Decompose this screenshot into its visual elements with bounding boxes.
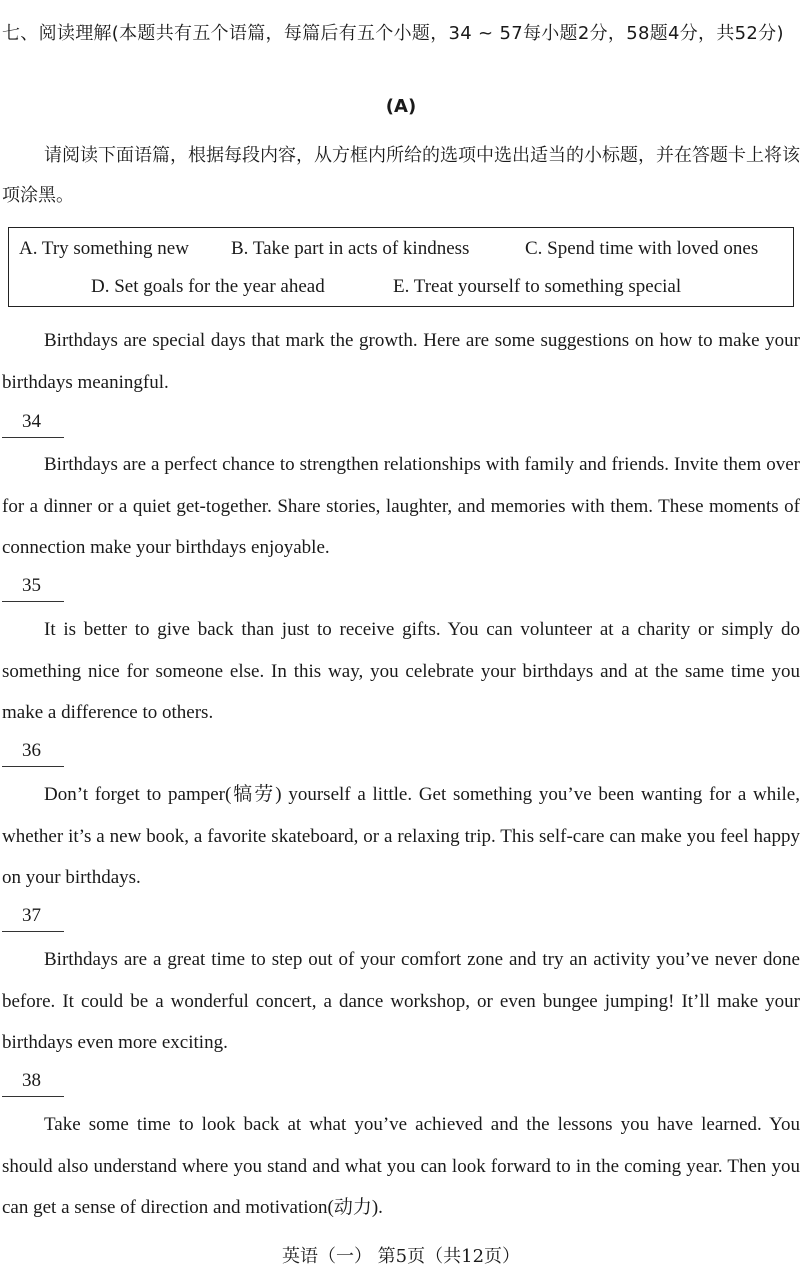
question-number: 37 <box>22 905 41 926</box>
option-e: E. Treat yourself to something special <box>393 276 682 297</box>
passage-label: (A) <box>385 96 417 117</box>
question-number: 36 <box>22 740 41 761</box>
answer-blank <box>2 411 64 438</box>
question-number: 34 <box>22 411 41 432</box>
options-box <box>8 227 794 307</box>
paragraph: Don’t forget to pamper(犒劳) yourself a little. Get something you’ve been wanting for a while, whether it’s a new book, a favorite skateboard, or a relaxing trip. This self-care can make you feel happy on your birthdays. <box>2 784 800 888</box>
answer-blank <box>2 905 64 932</box>
page-footer: 英语（一） 第5页（共12页） <box>281 1246 521 1267</box>
option-c: C. Spend time with loved ones <box>525 238 759 259</box>
option-b: B. Take part in acts of kindness <box>231 238 470 259</box>
paragraph: Birthdays are a perfect chance to strengthen relationships with family and friends. Invite them over for a dinner or a quiet get-together. Share stories, laughter, and memories with them. These moments of connection make your birthdays enjoyable. <box>2 454 800 558</box>
question-number: 35 <box>22 575 41 596</box>
paragraph: Take some time to look back at what you’ve achieved and the lessons you have learned. You should also understand where you stand and what you can look forward to in the coming year. Then you can get a sense of direction and motivation(动力). <box>2 1114 800 1218</box>
option-a: A. Try something new <box>19 238 189 259</box>
question-number: 38 <box>22 1070 41 1091</box>
paragraph: Birthdays are a great time to step out of your comfort zone and try an activity you’ve never done before. It could be a wonderful concert, a dance workshop, or even bungee jumping! It’ll make your birthdays even more exciting. <box>2 949 800 1053</box>
intro-paragraph: Birthdays are special days that mark the growth. Here are some suggestions on how to make your birthdays meaningful. <box>2 330 800 393</box>
paragraph: It is better to give back than just to receive gifts. You can volunteer at a charity or simply do something nice for someone else. In this way, you celebrate your birthdays and at the same time you make a difference to others. <box>2 619 800 723</box>
option-d: D. Set goals for the year ahead <box>91 276 325 297</box>
answer-blank <box>2 575 64 602</box>
answer-blank <box>2 740 64 767</box>
instructions: 请阅读下面语篇，根据每段内容，从方框内所给的选项中选出适当的小标题，并在答题卡上将该项涂黑。 <box>2 145 800 206</box>
answer-blank <box>2 1070 64 1097</box>
section-title: 七、阅读理解(本题共有五个语篇，每篇后有五个小题，34 ~ 57每小题2分，58题4分，共52分) <box>2 23 784 44</box>
